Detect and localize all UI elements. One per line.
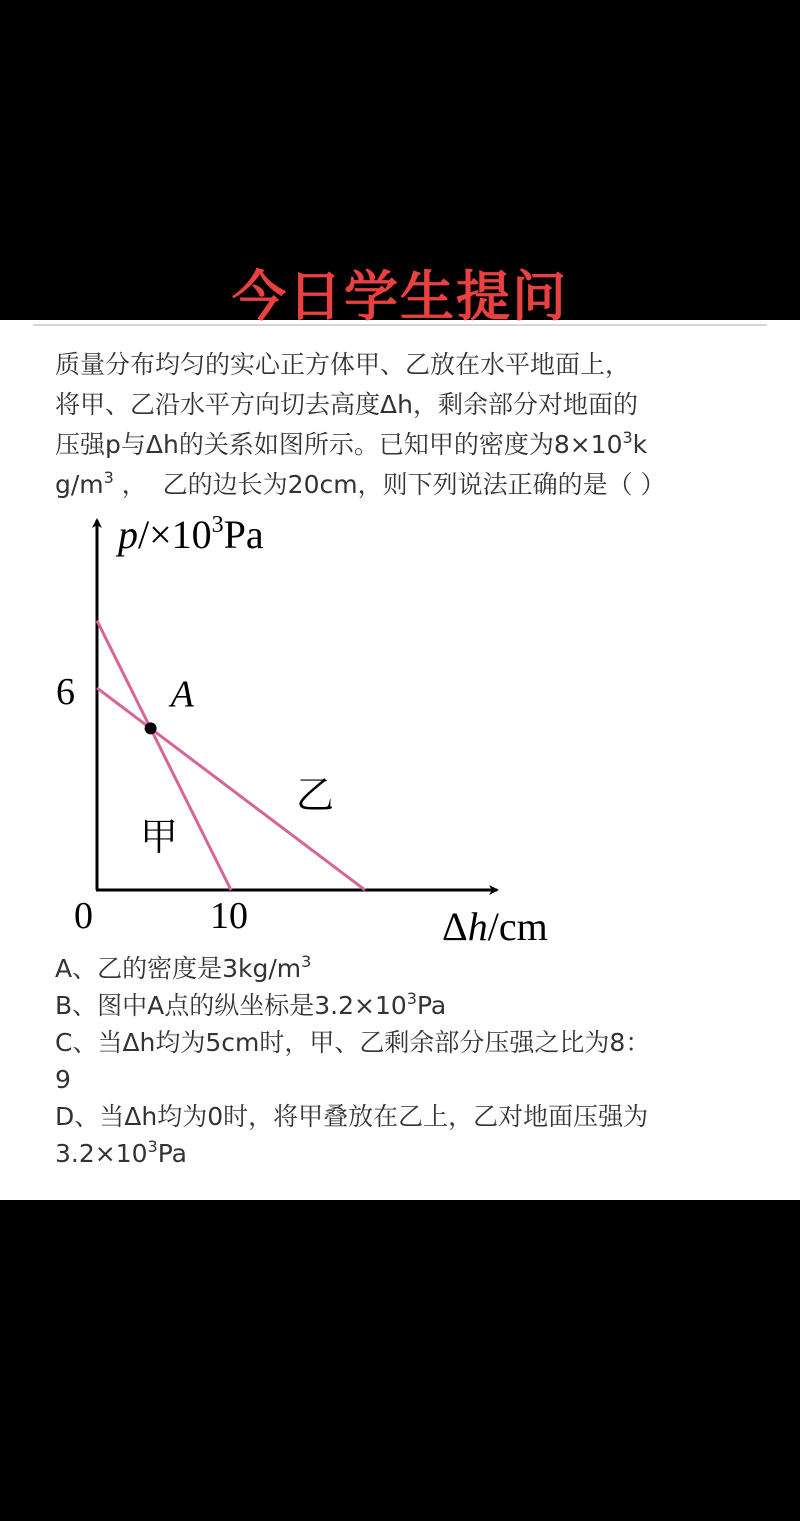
banner-title: 今日学生提问 [232, 265, 568, 328]
question-line-4: $g/m^3$ ， 乙的边长为20cm，则下列说法正确的是（ ） [55, 468, 666, 499]
option-c-continued[interactable]: 9 [55, 1065, 71, 1094]
y-axis-label: $p/\times 10^3Pa$ [118, 512, 264, 557]
option-c[interactable]: C、当Δh均为5cm时，甲、乙剩余部分压强之比为8： [55, 1028, 651, 1057]
point-a-label: A [170, 673, 194, 716]
point-a-marker [145, 722, 157, 734]
x-tick-10: 10 [210, 895, 248, 937]
pressure-chart [0, 500, 800, 960]
option-a[interactable]: A、乙的密度是$3kg/m^3$ [55, 952, 312, 983]
question-line-1: 质量分布均匀的实心正方体甲、乙放在水平地面上， [55, 350, 631, 379]
answer-options [55, 950, 755, 1172]
series-label-jia: 甲 [140, 815, 179, 859]
y-tick-6: 6 [56, 671, 75, 713]
question-text [55, 345, 755, 505]
series-label-yi: 乙 [296, 773, 335, 817]
option-d[interactable]: D、当Δh均为0时，将甲叠放在乙上，乙对地面压强为 [55, 1102, 649, 1131]
question-line-3: 压强p与Δh的关系如图所示。已知甲的密度为$8\times 10^3k$ [55, 428, 648, 459]
x-tick-0: 0 [74, 895, 93, 937]
option-d-continued[interactable]: $3.2\times 10^3Pa$ [55, 1137, 187, 1168]
x-axis-label: Δh/cm [442, 904, 548, 949]
question-line-2: 将甲、乙沿水平方向切去高度Δh，剩余部分对地面的 [55, 390, 638, 419]
option-b[interactable]: B、图中A点的纵坐标是$3.2\times 10^3Pa$ [55, 989, 447, 1020]
